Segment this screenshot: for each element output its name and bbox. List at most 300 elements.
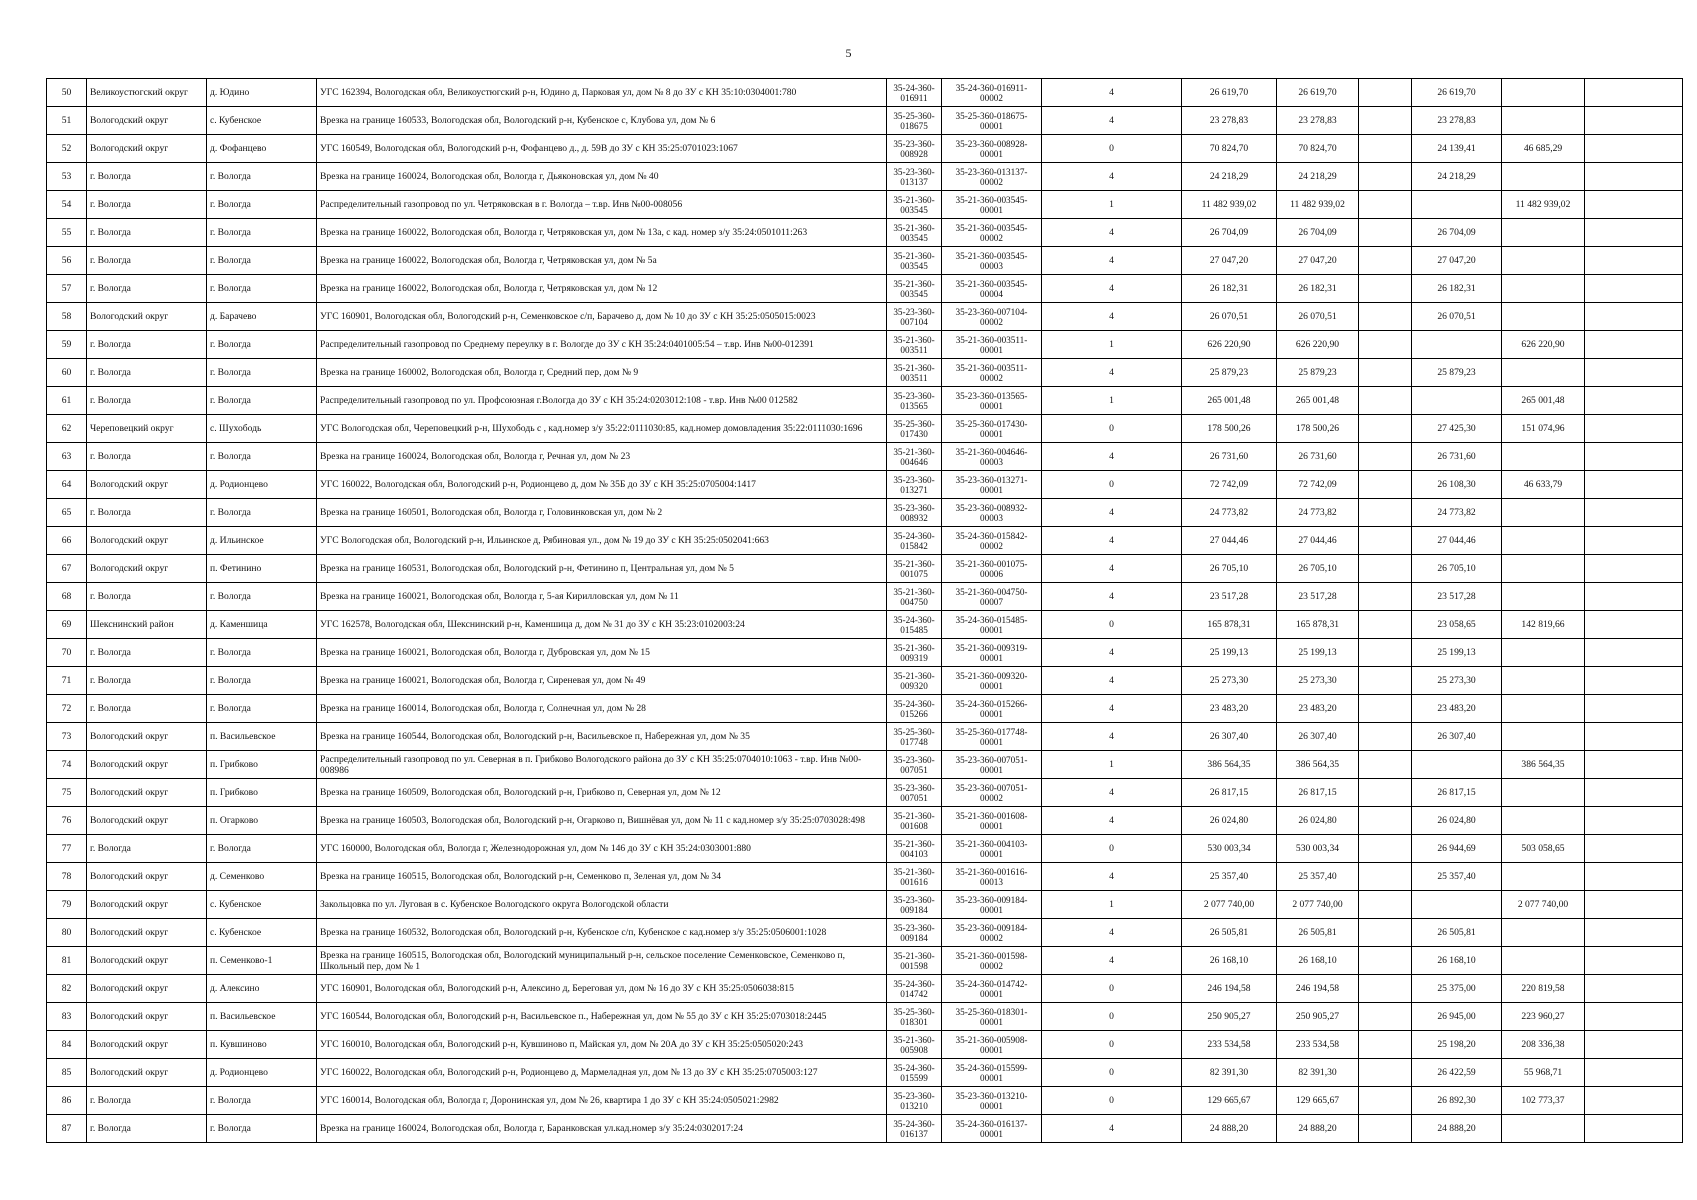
connection-cost-cell: 23 483,20 [1412,695,1502,723]
description-cell: УГС 160549, Вологодская обл, Вологодский р-н, Фофанцево д., д. 59В до ЗУ с КН 35:25:0701023:1067 [317,135,887,163]
table-row [47,695,1683,723]
object-id-cell: 35-21-360-001598-00002 [942,947,1042,975]
district-cell: г. Вологда [87,1087,207,1115]
total-cost-cell: 70 824,70 [1182,135,1277,163]
table-row [47,163,1683,191]
district-cell: г. Вологда [87,499,207,527]
empty-cell [1359,107,1412,135]
construction-cost-cell [1502,303,1585,331]
table-row [47,527,1683,555]
description-cell: Распределительный газопровод по ул. Профсоюзная г.Вологда до ЗУ с КН 35:24:0203012:108 - т.вр. Инв №00 012582 [317,387,887,415]
object-code-cell: 35-21-360-005908 [887,1031,942,1059]
row-number-cell: 65 [47,499,87,527]
connection-cost-cell: 25 273,30 [1412,667,1502,695]
description-cell: УГС 160014, Вологодская обл, Вологда г, Доронинская ул, дом № 26, квартира 1 до ЗУ с КН 35:24:0505021:2982 [317,1087,887,1115]
total-cost-cell: 27 047,20 [1182,247,1277,275]
locality-cell: д. Юдино [207,79,317,107]
construction-cost-cell: 46 633,79 [1502,471,1585,499]
empty-cell [1359,667,1412,695]
object-id-cell: 35-21-360-004646-00003 [942,443,1042,471]
empty-cell [1359,219,1412,247]
object-id-cell: 35-21-360-005908-00001 [942,1031,1042,1059]
extra-cell [1585,639,1683,667]
object-id-cell: 35-23-360-009184-00002 [942,919,1042,947]
table-row [47,975,1683,1003]
row-number-cell: 61 [47,387,87,415]
district-cell: Вологодский округ [87,303,207,331]
object-code-cell: 35-24-360-015485 [887,611,942,639]
category-cell: 4 [1042,275,1182,303]
description-cell: Врезка на границе 160021, Вологодская обл, Вологда г, Сиреневая ул, дом № 49 [317,667,887,695]
extra-cell [1585,947,1683,975]
object-id-cell: 35-25-360-017430-00001 [942,415,1042,443]
category-cell: 0 [1042,1003,1182,1031]
table-row [47,303,1683,331]
category-cell: 0 [1042,835,1182,863]
object-id-cell: 35-24-360-015842-00002 [942,527,1042,555]
total-cost-cell: 246 194,58 [1182,975,1277,1003]
object-id-cell: 35-21-360-001075-00006 [942,555,1042,583]
category-cell: 1 [1042,191,1182,219]
object-id-cell: 35-21-360-003545-00003 [942,247,1042,275]
table-row [47,1087,1683,1115]
cost-cell: 265 001,48 [1277,387,1359,415]
district-cell: Шекснинский район [87,611,207,639]
object-id-cell: 35-23-360-013210-00001 [942,1087,1042,1115]
object-code-cell: 35-23-360-008928 [887,135,942,163]
category-cell: 1 [1042,331,1182,359]
connection-cost-cell: 25 879,23 [1412,359,1502,387]
locality-cell: п. Семенково-1 [207,947,317,975]
locality-cell: г. Вологда [207,667,317,695]
connection-cost-cell: 24 773,82 [1412,499,1502,527]
construction-cost-cell: 46 685,29 [1502,135,1585,163]
category-cell: 4 [1042,443,1182,471]
construction-cost-cell [1502,723,1585,751]
total-cost-cell: 530 003,34 [1182,835,1277,863]
description-cell: УГС 162394, Вологодская обл, Великоустюгский р-н, Юдино д, Парковая ул, дом № 8 до ЗУ с КН 35:10:0304001:780 [317,79,887,107]
total-cost-cell: 25 273,30 [1182,667,1277,695]
extra-cell [1585,387,1683,415]
description-cell: Врезка на границе 160532, Вологодская обл, Вологодский р-н, Кубенское с/п, Кубенское с кад.номер з/у 35:25:0506001:1028 [317,919,887,947]
connection-cost-cell: 27 044,46 [1412,527,1502,555]
empty-cell [1359,583,1412,611]
locality-cell: с. Кубенское [207,107,317,135]
row-number-cell: 56 [47,247,87,275]
table-row [47,359,1683,387]
locality-cell: д. Каменшица [207,611,317,639]
row-number-cell: 64 [47,471,87,499]
empty-cell [1359,779,1412,807]
empty-cell [1359,919,1412,947]
locality-cell: г. Вологда [207,639,317,667]
total-cost-cell: 26 182,31 [1182,275,1277,303]
row-number-cell: 54 [47,191,87,219]
table-row [47,583,1683,611]
category-cell: 0 [1042,975,1182,1003]
extra-cell [1585,471,1683,499]
cost-cell: 23 483,20 [1277,695,1359,723]
empty-cell [1359,387,1412,415]
locality-cell: п. Фетинино [207,555,317,583]
locality-cell: г. Вологда [207,247,317,275]
table-row [47,723,1683,751]
cost-cell: 129 665,67 [1277,1087,1359,1115]
description-cell: Врезка на границе 160021, Вологодская обл, Вологда г, 5-ая Кирилловская ул, дом № 11 [317,583,887,611]
table-row [47,863,1683,891]
category-cell: 0 [1042,1087,1182,1115]
construction-cost-cell: 11 482 939,02 [1502,191,1585,219]
cost-cell: 250 905,27 [1277,1003,1359,1031]
empty-cell [1359,639,1412,667]
total-cost-cell: 26 024,80 [1182,807,1277,835]
empty-cell [1359,751,1412,779]
extra-cell [1585,1031,1683,1059]
extra-cell [1585,695,1683,723]
page-number: 5 [845,46,852,60]
district-cell: г. Вологда [87,667,207,695]
cost-cell: 27 047,20 [1277,247,1359,275]
table-row [47,331,1683,359]
locality-cell: г. Вологда [207,191,317,219]
description-cell: Врезка на границе 160531, Вологодская обл, Вологодский р-н, Фетинино п, Центральная ул, дом № 5 [317,555,887,583]
empty-cell [1359,135,1412,163]
total-cost-cell: 11 482 939,02 [1182,191,1277,219]
table-row [47,415,1683,443]
total-cost-cell: 26 619,70 [1182,79,1277,107]
table-row [47,499,1683,527]
connection-cost-cell: 26 182,31 [1412,275,1502,303]
object-code-cell: 35-23-360-013565 [887,387,942,415]
extra-cell [1585,163,1683,191]
category-cell: 4 [1042,79,1182,107]
object-code-cell: 35-24-360-014742 [887,975,942,1003]
extra-cell [1585,275,1683,303]
connection-cost-cell: 26 892,30 [1412,1087,1502,1115]
empty-cell [1359,331,1412,359]
construction-cost-cell: 151 074,96 [1502,415,1585,443]
district-cell: Вологодский округ [87,863,207,891]
description-cell: Врезка на границе 160533, Вологодская обл, Вологодский р-н, Кубенское с, Клубова ул, дом № 6 [317,107,887,135]
district-cell: Вологодский округ [87,527,207,555]
table-row [47,1003,1683,1031]
category-cell: 4 [1042,779,1182,807]
object-id-cell: 35-24-360-015599-00001 [942,1059,1042,1087]
construction-cost-cell [1502,863,1585,891]
connection-cost-cell: 26 505,81 [1412,919,1502,947]
table-row [47,779,1683,807]
category-cell: 0 [1042,415,1182,443]
empty-cell [1359,191,1412,219]
empty-cell [1359,303,1412,331]
district-cell: Вологодский округ [87,947,207,975]
construction-cost-cell [1502,695,1585,723]
row-number-cell: 72 [47,695,87,723]
category-cell: 4 [1042,583,1182,611]
object-code-cell: 35-23-360-013137 [887,163,942,191]
extra-cell [1585,611,1683,639]
construction-cost-cell: 386 564,35 [1502,751,1585,779]
connection-cost-cell: 26 817,15 [1412,779,1502,807]
object-code-cell: 35-21-360-001608 [887,807,942,835]
district-cell: Вологодский округ [87,919,207,947]
locality-cell: п. Кувшиново [207,1031,317,1059]
district-cell: Вологодский округ [87,107,207,135]
total-cost-cell: 26 731,60 [1182,443,1277,471]
total-cost-cell: 25 357,40 [1182,863,1277,891]
description-cell: Врезка на границе 160544, Вологодская обл, Вологодский р-н, Васильевское п, Набережная ул, дом № 35 [317,723,887,751]
connection-cost-cell: 26 619,70 [1412,79,1502,107]
row-number-cell: 57 [47,275,87,303]
extra-cell [1585,331,1683,359]
cost-cell: 25 879,23 [1277,359,1359,387]
cost-cell: 82 391,30 [1277,1059,1359,1087]
row-number-cell: 67 [47,555,87,583]
description-cell: Врезка на границе 160509, Вологодская обл, Вологодский р-н, Грибково п, Северная ул, дом № 12 [317,779,887,807]
construction-cost-cell: 220 819,58 [1502,975,1585,1003]
cost-cell: 26 182,31 [1277,275,1359,303]
connection-cost-cell [1412,191,1502,219]
object-code-cell: 35-21-360-001075 [887,555,942,583]
row-number-cell: 78 [47,863,87,891]
construction-cost-cell [1502,219,1585,247]
extra-cell [1585,1087,1683,1115]
category-cell: 4 [1042,919,1182,947]
total-cost-cell: 233 534,58 [1182,1031,1277,1059]
category-cell: 4 [1042,667,1182,695]
category-cell: 4 [1042,1115,1182,1143]
district-cell: Вологодский округ [87,723,207,751]
category-cell: 0 [1042,135,1182,163]
category-cell: 4 [1042,107,1182,135]
description-cell: Врезка на границе 160024, Вологодская обл, Вологда г, Речная ул, дом № 23 [317,443,887,471]
empty-cell [1359,891,1412,919]
cost-cell: 26 619,70 [1277,79,1359,107]
description-cell: УГС 160000, Вологодская обл, Вологда г, Железнодорожная ул, дом № 146 до ЗУ с КН 35:24:0303001:880 [317,835,887,863]
cost-cell: 23 517,28 [1277,583,1359,611]
district-cell: г. Вологда [87,387,207,415]
extra-cell [1585,891,1683,919]
cost-cell: 26 817,15 [1277,779,1359,807]
connection-cost-cell: 26 168,10 [1412,947,1502,975]
object-id-cell: 35-21-360-001608-00001 [942,807,1042,835]
object-code-cell: 35-23-360-007051 [887,779,942,807]
object-id-cell: 35-23-360-007051-00002 [942,779,1042,807]
connection-cost-cell: 24 218,29 [1412,163,1502,191]
district-cell: г. Вологда [87,275,207,303]
object-id-cell: 35-21-360-009319-00001 [942,639,1042,667]
category-cell: 1 [1042,387,1182,415]
object-code-cell: 35-24-360-016911 [887,79,942,107]
data-table [46,78,1683,1143]
empty-cell [1359,835,1412,863]
district-cell: Вологодский округ [87,1059,207,1087]
cost-cell: 233 534,58 [1277,1031,1359,1059]
description-cell: УГС 160901, Вологодская обл, Вологодский р-н, Алексино д, Береговая ул, дом № 16 до ЗУ с КН 35:25:0506038:815 [317,975,887,1003]
object-id-cell: 35-21-360-001616-00013 [942,863,1042,891]
description-cell: УГС 160544, Вологодская обл, Вологодский р-н, Васильевское п., Набережная ул, дом № 55 до ЗУ с КН 35:25:0703018:2445 [317,1003,887,1031]
object-id-cell: 35-23-360-008932-00003 [942,499,1042,527]
row-number-cell: 73 [47,723,87,751]
connection-cost-cell: 27 047,20 [1412,247,1502,275]
empty-cell [1359,1059,1412,1087]
total-cost-cell: 26 817,15 [1182,779,1277,807]
description-cell: УГС Вологодская обл, Вологодский р-н, Ильинское д, Рябиновая ул., дом № 19 до ЗУ с КН 35:25:0502041:663 [317,527,887,555]
empty-cell [1359,1003,1412,1031]
cost-cell: 26 731,60 [1277,443,1359,471]
construction-cost-cell [1502,1115,1585,1143]
object-code-cell: 35-23-360-009184 [887,919,942,947]
empty-cell [1359,79,1412,107]
object-id-cell: 35-21-360-003511-00002 [942,359,1042,387]
district-cell: г. Вологда [87,247,207,275]
connection-cost-cell: 25 357,40 [1412,863,1502,891]
construction-cost-cell [1502,107,1585,135]
row-number-cell: 70 [47,639,87,667]
row-number-cell: 66 [47,527,87,555]
description-cell: Распределительный газопровод по Среднему переулку в г. Вологде до ЗУ с КН 35:24:0401005:54 – т.вр. Инв №00-012391 [317,331,887,359]
row-number-cell: 71 [47,667,87,695]
row-number-cell: 79 [47,891,87,919]
description-cell: Распределительный газопровод по ул. Четряковская в г. Вологда – т.вр. Инв №00-008056 [317,191,887,219]
locality-cell: д. Барачево [207,303,317,331]
connection-cost-cell: 26 705,10 [1412,555,1502,583]
total-cost-cell: 26 705,10 [1182,555,1277,583]
cost-cell: 27 044,46 [1277,527,1359,555]
empty-cell [1359,443,1412,471]
total-cost-cell: 23 278,83 [1182,107,1277,135]
locality-cell: д. Семенково [207,863,317,891]
extra-cell [1585,667,1683,695]
cost-cell: 11 482 939,02 [1277,191,1359,219]
construction-cost-cell [1502,275,1585,303]
district-cell: Вологодский округ [87,891,207,919]
table-row [47,919,1683,947]
cost-cell: 26 505,81 [1277,919,1359,947]
empty-cell [1359,1031,1412,1059]
extra-cell [1585,1059,1683,1087]
empty-cell [1359,527,1412,555]
construction-cost-cell [1502,779,1585,807]
category-cell: 0 [1042,1059,1182,1087]
object-id-cell: 35-24-360-016137-00001 [942,1115,1042,1143]
object-id-cell: 35-25-360-018675-00001 [942,107,1042,135]
cost-cell: 386 564,35 [1277,751,1359,779]
description-cell: Врезка на границе 160024, Вологодская обл, Вологда г, Баранковская ул.кад.номер з/у 35:24:0302017:24 [317,1115,887,1143]
row-number-cell: 68 [47,583,87,611]
total-cost-cell: 386 564,35 [1182,751,1277,779]
object-id-cell: 35-23-360-007104-00002 [942,303,1042,331]
object-id-cell: 35-21-360-004103-00001 [942,835,1042,863]
construction-cost-cell [1502,555,1585,583]
connection-cost-cell: 26 024,80 [1412,807,1502,835]
description-cell: Врезка на границе 160515, Вологодская обл, Вологодский муниципальный р-н, сельское поселение Семенковское, Семенково п, Школьный пер, дом № 1 [317,947,887,975]
connection-cost-cell: 25 199,13 [1412,639,1502,667]
object-id-cell: 35-21-360-009320-00001 [942,667,1042,695]
cost-cell: 70 824,70 [1277,135,1359,163]
extra-cell [1585,79,1683,107]
description-cell: УГС Вологодская обл, Череповецкий р-н, Шухободь с , кад.номер з/у 35:22:0111030:85, кад.номер домовладения 35:22:0111030:1696 [317,415,887,443]
empty-cell [1359,415,1412,443]
cost-cell: 25 357,40 [1277,863,1359,891]
extra-cell [1585,247,1683,275]
empty-cell [1359,807,1412,835]
district-cell: Вологодский округ [87,135,207,163]
construction-cost-cell [1502,527,1585,555]
locality-cell: д. Алексино [207,975,317,1003]
row-number-cell: 59 [47,331,87,359]
empty-cell [1359,1115,1412,1143]
locality-cell: п. Васильевское [207,1003,317,1031]
description-cell: Врезка на границе 160002, Вологодская обл, Вологда г, Средний пер, дом № 9 [317,359,887,387]
object-code-cell: 35-21-360-003545 [887,191,942,219]
category-cell: 4 [1042,219,1182,247]
locality-cell: г. Вологда [207,835,317,863]
object-code-cell: 35-23-360-007104 [887,303,942,331]
district-cell: г. Вологда [87,695,207,723]
row-number-cell: 87 [47,1115,87,1143]
description-cell: Врезка на границе 160022, Вологодская обл, Вологда г, Четряковская ул, дом № 5а [317,247,887,275]
empty-cell [1359,975,1412,1003]
district-cell: г. Вологда [87,1115,207,1143]
connection-cost-cell: 23 058,65 [1412,611,1502,639]
category-cell: 4 [1042,303,1182,331]
object-code-cell: 35-24-360-015266 [887,695,942,723]
object-code-cell: 35-21-360-003511 [887,359,942,387]
extra-cell [1585,219,1683,247]
locality-cell: г. Вологда [207,163,317,191]
connection-cost-cell: 25 375,00 [1412,975,1502,1003]
locality-cell: п. Огарково [207,807,317,835]
construction-cost-cell [1502,443,1585,471]
locality-cell: с. Кубенское [207,919,317,947]
empty-cell [1359,247,1412,275]
construction-cost-cell: 503 058,65 [1502,835,1585,863]
object-id-cell: 35-24-360-014742-00001 [942,975,1042,1003]
object-code-cell: 35-21-360-003545 [887,247,942,275]
extra-cell [1585,807,1683,835]
total-cost-cell: 26 505,81 [1182,919,1277,947]
row-number-cell: 69 [47,611,87,639]
object-code-cell: 35-25-360-017748 [887,723,942,751]
object-code-cell: 35-21-360-003545 [887,219,942,247]
object-id-cell: 35-24-360-016911-00002 [942,79,1042,107]
description-cell: Врезка на границе 160503, Вологодская обл, Вологодский р-н, Огарково п, Вишнёвая ул, дом № 11 с кад.номер з/у 35:25:0703028:498 [317,807,887,835]
row-number-cell: 50 [47,79,87,107]
object-id-cell: 35-23-360-007051-00001 [942,751,1042,779]
object-code-cell: 35-25-360-018675 [887,107,942,135]
locality-cell: г. Вологда [207,331,317,359]
connection-cost-cell: 26 944,69 [1412,835,1502,863]
extra-cell [1585,863,1683,891]
empty-cell [1359,499,1412,527]
category-cell: 4 [1042,639,1182,667]
table-row [47,275,1683,303]
construction-cost-cell [1502,163,1585,191]
empty-cell [1359,611,1412,639]
object-code-cell: 35-21-360-001616 [887,863,942,891]
extra-cell [1585,527,1683,555]
empty-cell [1359,695,1412,723]
connection-cost-cell: 25 198,20 [1412,1031,1502,1059]
table-row [47,191,1683,219]
cost-cell: 26 705,10 [1277,555,1359,583]
object-code-cell: 35-21-360-004103 [887,835,942,863]
row-number-cell: 76 [47,807,87,835]
connection-cost-cell: 27 425,30 [1412,415,1502,443]
row-number-cell: 62 [47,415,87,443]
extra-cell [1585,555,1683,583]
